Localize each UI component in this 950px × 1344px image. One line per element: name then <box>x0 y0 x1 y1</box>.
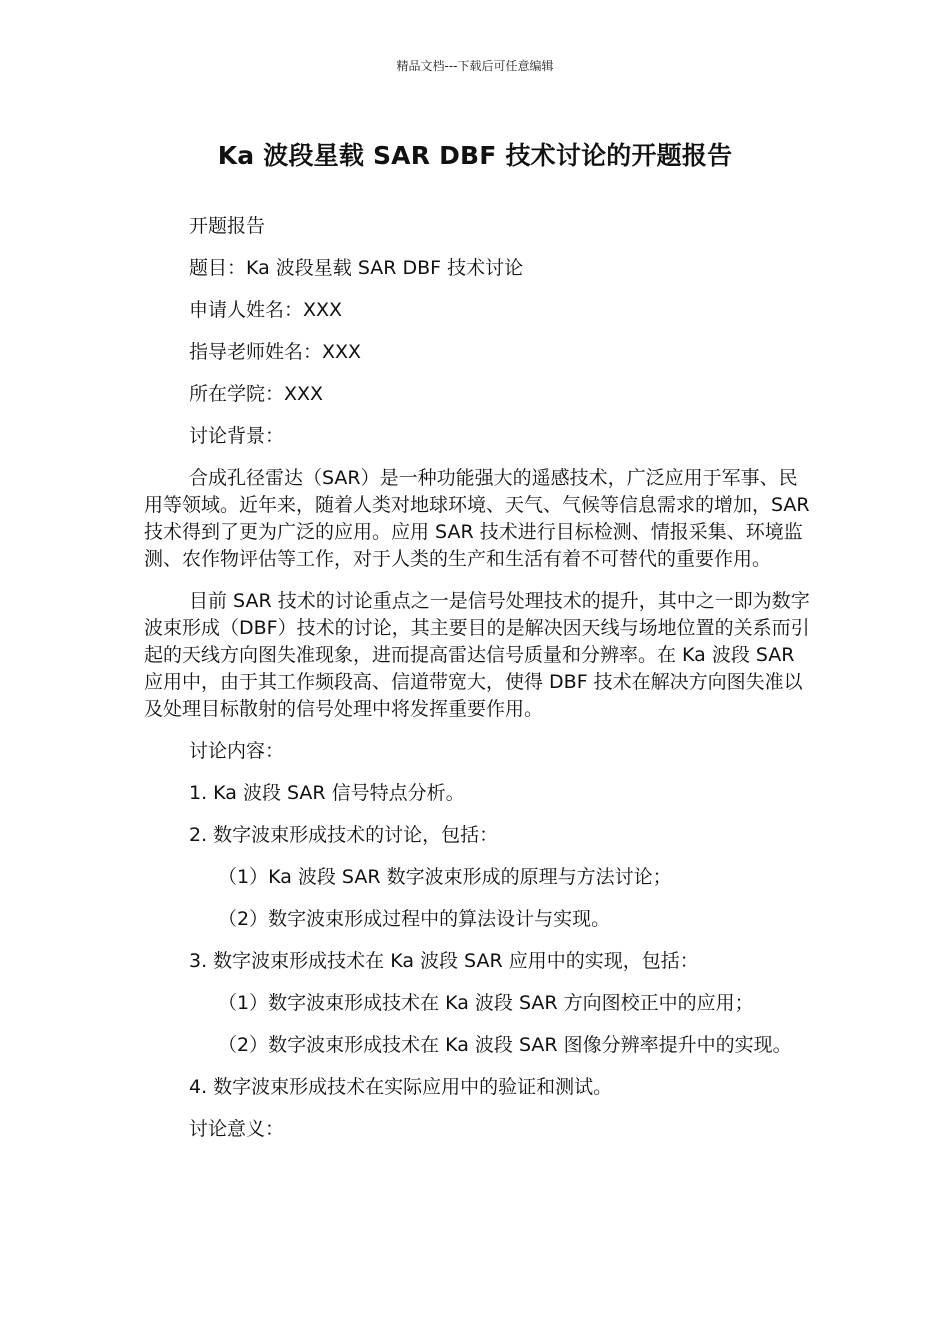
content-item-1: 1. Ka 波段 SAR 信号特点分析。 <box>189 782 465 804</box>
content-item-2-sub-2: （2）数字波束形成过程中的算法设计与实现。 <box>218 908 611 930</box>
content-item-3-sub-1: （1）数字波束形成技术在 Ka 波段 SAR 方向图校正中的应用； <box>218 992 754 1014</box>
content-item-4: 4. 数字波束形成技术在实际应用中的验证和测试。 <box>189 1076 613 1098</box>
report-label: 开题报告 <box>189 215 266 237</box>
content-heading: 讨论内容： <box>189 740 285 762</box>
header-watermark: 精品文档---下载后可任意编辑 <box>396 59 554 73</box>
background-paragraph-2: 目前 SAR 技术的讨论重点之一是信号处理技术的提升，其中之一即为数字波束形成（DBF）技术的讨论，其主要目的是解决因天线与场地位置的关系而引起的天线方向图失准现象，进而提高雷达信号质量和分辨率。在 Ka 波段 SAR 应用中，由于其工作频段高、信道带宽大，使得 DBF 技术在解决方向图失准以及处理目标散射的信号处理中将发挥重要作用。 <box>144 590 810 720</box>
background-paragraph-1: 合成孔径雷达（SAR）是一种功能强大的遥感技术，广泛应用于军事、民用等领域。近年来，随着人类对地球环境、天气、气候等信息需求的增加，SAR 技术得到了更为广泛的应用。应用 SAR 技术进行目标检测、情报采集、环境监测、农作物评估等工作，对于人类的生产和生活有着不可替代的重要作用。 <box>144 467 810 570</box>
college-line: 所在学院：XXX <box>189 383 324 405</box>
content-item-2: 2. 数字波束形成技术的讨论，包括： <box>189 824 499 846</box>
content-item-3-sub-2: （2）数字波束形成技术在 Ka 波段 SAR 图像分辨率提升中的实现。 <box>218 1034 792 1056</box>
topic-line: 题目：Ka 波段星载 SAR DBF 技术讨论 <box>189 257 524 279</box>
document-body <box>144 213 816 1158</box>
advisor-line: 指导老师姓名：XXX <box>189 341 362 363</box>
background-heading: 讨论背景： <box>189 425 285 447</box>
applicant-line: 申请人姓名：XXX <box>189 299 343 321</box>
content-item-2-sub-1: （1）Ka 波段 SAR 数字波束形成的原理与方法讨论； <box>218 866 672 888</box>
significance-heading: 讨论意义： <box>189 1118 285 1140</box>
document-title: Ka 波段星载 SAR DBF 技术讨论的开题报告 <box>217 141 733 170</box>
content-item-3: 3. 数字波束形成技术在 Ka 波段 SAR 应用中的实现，包括： <box>189 950 699 972</box>
